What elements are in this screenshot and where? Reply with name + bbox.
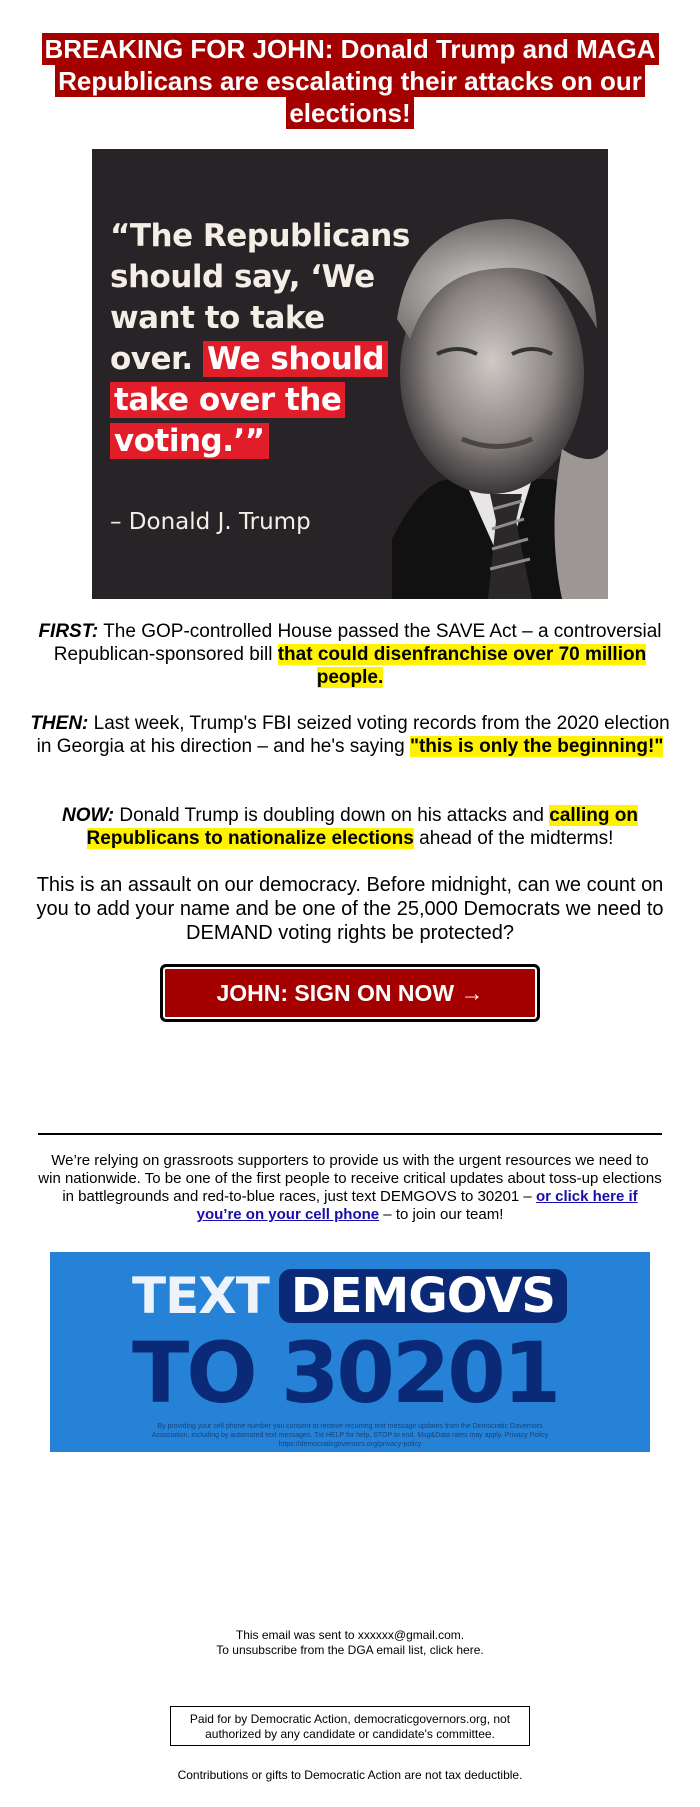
- hero-quote: [110, 216, 410, 462]
- cell-phone-link[interactable]: or click here if you’re on your cell phone: [196, 1188, 638, 1223]
- grassroots-tail: – to join our team!: [379, 1206, 504, 1223]
- cta-container: [160, 964, 540, 1022]
- paragraph-ask: This is an assault on our democracy. Before midnight, can we count on you to add your name and be one of the 25,000 Democrats we need to DEMAND voting rights be protected?: [36, 874, 664, 944]
- headline-text: BREAKING FOR JOHN: Donald Trump and MAGA Republicans are escalating their attacks on our elections!: [42, 33, 659, 129]
- footer-info: [150, 1628, 550, 1658]
- banner-fine-print: By providing your cell phone number you consent to receive recurring text message updates from the Democratic Governors Association, including by automated text messages. Txt HELP for help, STOP to end. Msg&Data rates may apply. Privacy Policy https://democraticgovernors.org/privacy-policy: [151, 1423, 549, 1448]
- sent-to-text: This email was sent to xxxxxx@gmail.com.: [235, 1628, 465, 1642]
- banner-keyword: DEMGOVS: [279, 1269, 567, 1323]
- grassroots-body: We’re relying on grassroots supporters to provide us with the urgent resources we need to win nationwide. To be one of the first people to receive critical updates about toss-up elections in battlegrounds and red-to-blue races, just text DEMGOVS to 30201 –: [38, 1152, 662, 1205]
- quote-plain: “The Republicans should say, ‘We want to take over.: [110, 218, 410, 377]
- sign-on-button[interactable]: JOHN: SIGN ON NOW →: [160, 964, 540, 1022]
- banner-number: TO 30201: [132, 1324, 559, 1422]
- paragraph-then: [30, 712, 670, 758]
- quote-attribution: – Donald J. Trump: [110, 509, 311, 535]
- then-lead: THEN:: [30, 713, 89, 734]
- hero-image[interactable]: [92, 149, 608, 599]
- now-text: Donald Trump is doubling down on his attacks and: [114, 805, 550, 826]
- first-text: The GOP-controlled House passed the SAVE Act – a controversial Republican-sponsored bill: [53, 621, 662, 665]
- paragraph-first: [30, 620, 670, 689]
- then-text: Last week, Trump's FBI seized voting records from the 2020 election in Georgia at his direction – and he's saying: [36, 713, 670, 757]
- banner-row: [132, 1266, 567, 1326]
- now-lead: NOW:: [62, 805, 115, 826]
- first-highlight: that could disenfranchise over 70 million people.: [277, 644, 647, 688]
- divider: [38, 1133, 662, 1135]
- paragraph-now: [30, 804, 670, 850]
- headline: [30, 33, 670, 129]
- now-highlight: calling on Republicans to nationalize elections: [86, 805, 638, 849]
- first-lead: FIRST:: [38, 621, 99, 642]
- then-highlight: "this is only the beginning!": [409, 736, 664, 757]
- unsubscribe-link[interactable]: To unsubscribe from the DGA email list, click here.: [216, 1643, 484, 1657]
- quote-highlight: We should take over the voting.’”: [110, 341, 388, 459]
- tax-disclaimer: Contributions or gifts to Democratic Action are not tax deductible.: [177, 1768, 523, 1782]
- text-demgovs-banner[interactable]: [50, 1252, 650, 1452]
- now-tail: ahead of the midterms!: [413, 828, 614, 849]
- paid-for-disclaimer: Paid for by Democratic Action, democraticgovernors.org, not authorized by any candidate or candidate's committee.: [170, 1706, 530, 1746]
- banner-text-word: TEXT: [132, 1267, 269, 1325]
- grassroots-text: [38, 1152, 662, 1224]
